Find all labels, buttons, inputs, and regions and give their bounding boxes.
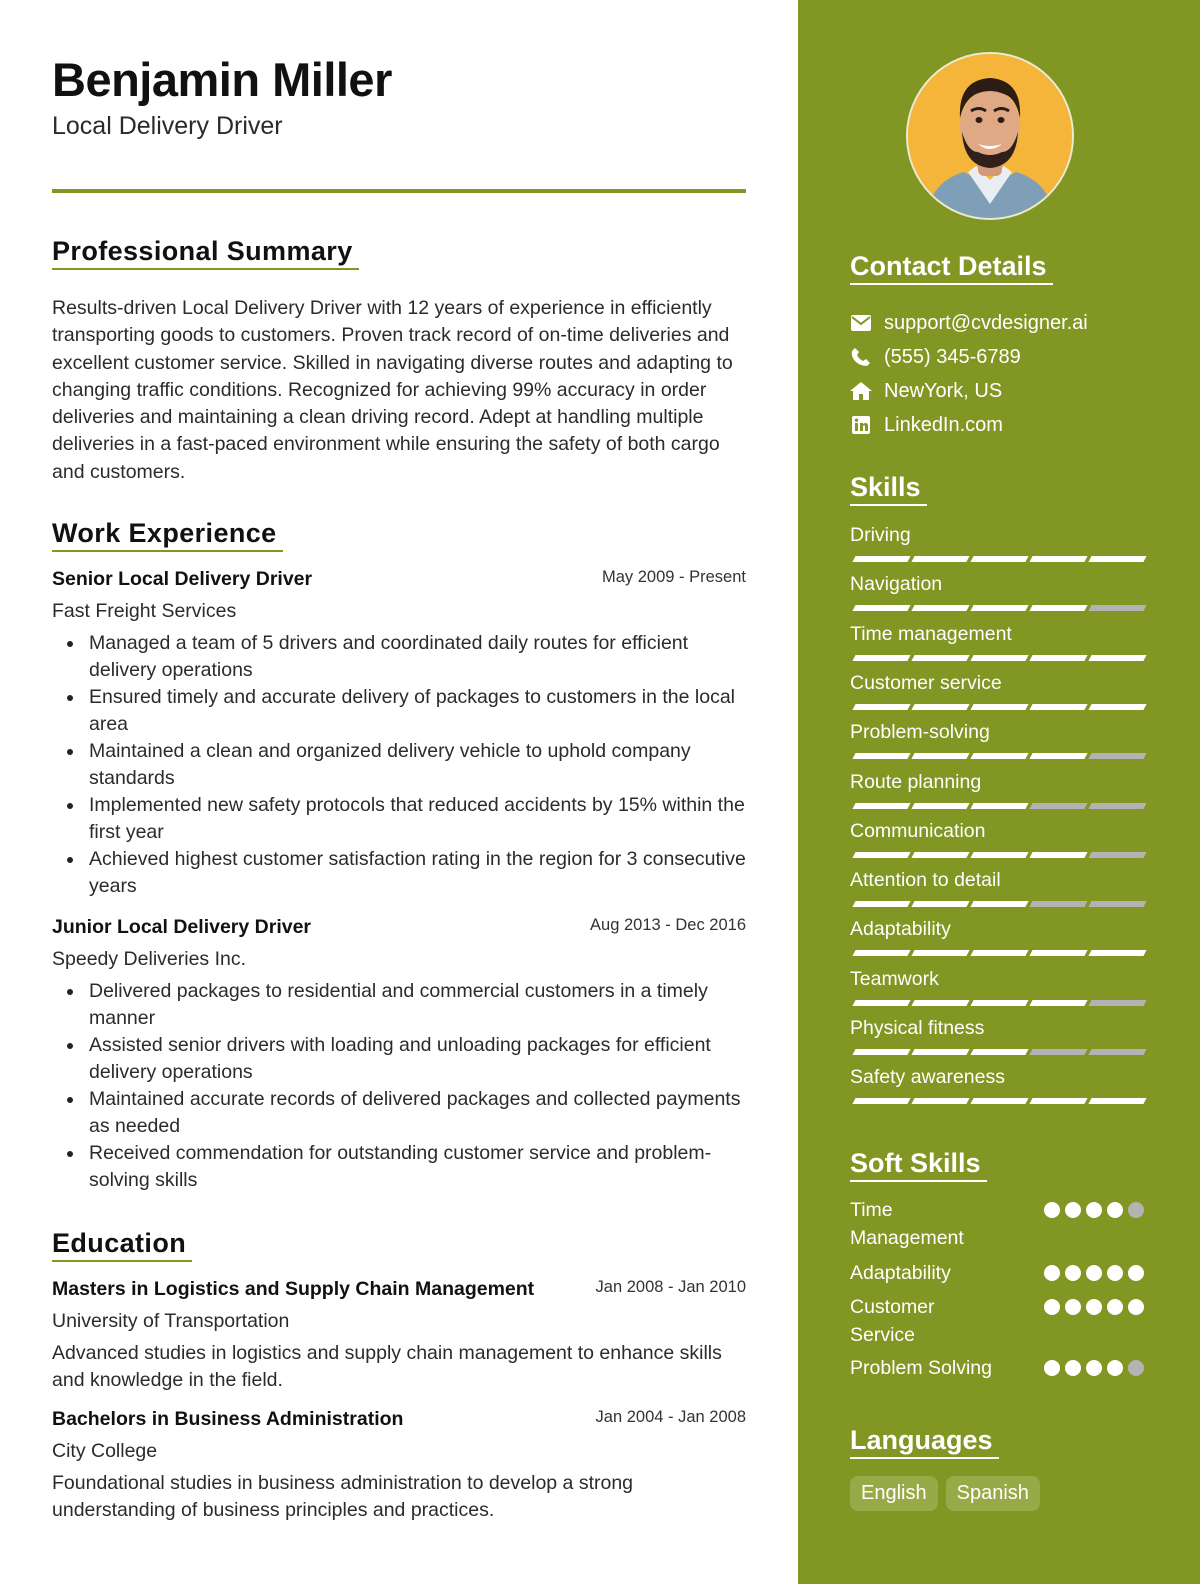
list-item: Achieved highest customer satisfaction rating in the region for 3 consecutive years — [89, 846, 746, 900]
skill-item — [850, 1064, 1144, 1104]
rating-dot-filled — [1086, 1360, 1102, 1376]
job-bullets — [52, 630, 746, 900]
skill-segment-filled — [970, 655, 1028, 661]
skill-segment-filled — [1088, 950, 1146, 956]
envelope-icon — [850, 312, 872, 334]
skill-segment-filled — [1029, 1000, 1087, 1006]
candidate-name: Benjamin Miller — [52, 53, 392, 106]
skills-heading: Skills — [850, 472, 927, 506]
skill-segment-filled — [852, 655, 910, 661]
contact-location — [850, 376, 1002, 406]
skill-level-bar — [850, 704, 1144, 710]
skill-level-bar — [850, 1049, 1144, 1055]
skill-name: Customer service — [850, 672, 1002, 694]
skill-item — [850, 818, 1144, 858]
skill-segment-filled — [911, 605, 969, 611]
education-description: Advanced studies in logistics and supply chain management to enhance skills and knowledge in the field. — [52, 1342, 722, 1391]
skill-segment-filled — [1088, 704, 1146, 710]
avatar — [906, 52, 1074, 220]
skill-segment-filled — [911, 803, 969, 809]
soft-skill-name: Time Management — [850, 1199, 964, 1249]
contact-email-text: support@cvdesigner.ai — [884, 311, 1088, 334]
rating-dot-filled — [1086, 1265, 1102, 1281]
skill-level-bar — [850, 655, 1144, 661]
skill-segment-filled — [970, 852, 1028, 858]
contact-heading: Contact Details — [850, 251, 1053, 285]
list-item: Ensured timely and accurate delivery of packages to customers in the local area — [89, 684, 746, 738]
skill-segment-filled — [1088, 556, 1146, 562]
rating-dot-filled — [1044, 1265, 1060, 1281]
education-entry-1 — [52, 1278, 746, 1394]
soft-skill-rating — [1044, 1202, 1144, 1218]
skill-segment-filled — [911, 753, 969, 759]
skill-segment-filled — [911, 950, 969, 956]
list-item: Delivered packages to residential and commercial customers in a timely manner — [89, 978, 746, 1032]
languages-heading: Languages — [850, 1425, 999, 1459]
summary-heading: Professional Summary — [52, 236, 359, 270]
education-heading: Education — [52, 1228, 192, 1262]
rating-dot-filled — [1128, 1299, 1144, 1315]
education-date: Jan 2008 - Jan 2010 — [595, 1278, 746, 1296]
skill-segment-filled — [1029, 655, 1087, 661]
skill-item — [850, 621, 1144, 661]
skill-name: Adaptability — [850, 918, 951, 940]
skill-segment-filled — [852, 605, 910, 611]
rating-dot-filled — [1086, 1202, 1102, 1218]
list-item: Managed a team of 5 drivers and coordinated daily routes for efficient delivery operations — [89, 630, 746, 684]
skill-level-bar — [850, 803, 1144, 809]
skill-segment-filled — [911, 901, 969, 907]
skill-level-bar — [850, 901, 1144, 907]
skill-segment-filled — [852, 852, 910, 858]
list-item: Implemented new safety protocols that reduced accidents by 15% within the first year — [89, 792, 746, 846]
job-role: Senior Local Delivery Driver — [52, 568, 313, 590]
skill-segment-filled — [1029, 950, 1087, 956]
skill-segment-filled — [1029, 1098, 1087, 1104]
skill-item — [850, 966, 1144, 1006]
skill-segment-filled — [970, 1049, 1028, 1055]
list-item: Maintained accurate records of delivered packages and collected payments as needed — [89, 1086, 746, 1140]
skill-level-bar — [850, 1000, 1144, 1006]
skill-segment-empty — [1088, 852, 1146, 858]
soft-skill-name: Problem Solving — [850, 1357, 992, 1379]
rating-dot-filled — [1065, 1202, 1081, 1218]
rating-dot-filled — [1065, 1265, 1081, 1281]
skill-segment-filled — [970, 901, 1028, 907]
skill-segment-filled — [1088, 1098, 1146, 1104]
skill-name: Driving — [850, 524, 911, 546]
skill-segment-filled — [970, 753, 1028, 759]
skill-segment-empty — [1029, 1049, 1087, 1055]
soft-skill-rating — [1044, 1299, 1144, 1315]
school-name: University of Transportation — [52, 1310, 290, 1332]
summary-text: Results-driven Local Delivery Driver with 12 years of experience in efficiently transporting goods to customers. Proven track record of on-time deliveries and excellent customer service. Skilled in navigating diverse routes and adapting to changing traffic conditions. Recognized for achieving 99% accuracy in order deliveries and maintaining a clean driving record. Adept at handling multiple deliveries in a fast-paced environment while ensuring the safety of both cargo and customers. — [52, 297, 733, 483]
job-entry-1 — [52, 568, 746, 900]
skill-level-bar — [850, 556, 1144, 562]
skill-segment-filled — [852, 753, 910, 759]
soft-skills-heading: Soft Skills — [850, 1148, 987, 1182]
skill-name: Navigation — [850, 573, 943, 595]
contact-phone[interactable] — [850, 342, 1021, 372]
skill-segment-filled — [852, 901, 910, 907]
degree-name: Bachelors in Business Administration — [52, 1408, 404, 1430]
soft-skill-name: Customer Service — [850, 1296, 935, 1346]
job-date: Aug 2013 - Dec 2016 — [590, 916, 746, 934]
skill-item — [850, 867, 1144, 907]
skill-segment-filled — [852, 950, 910, 956]
skill-segment-filled — [970, 605, 1028, 611]
skill-segment-empty — [1029, 803, 1087, 809]
skill-segment-filled — [970, 950, 1028, 956]
contact-email[interactable] — [850, 308, 1088, 338]
skill-segment-filled — [852, 1000, 910, 1006]
skill-segment-filled — [1029, 704, 1087, 710]
skill-segment-filled — [911, 1049, 969, 1055]
school-name: City College — [52, 1440, 158, 1462]
skill-level-bar — [850, 950, 1144, 956]
skill-segment-filled — [852, 803, 910, 809]
experience-heading: Work Experience — [52, 518, 283, 552]
skill-name: Communication — [850, 820, 986, 842]
job-entry-2 — [52, 916, 746, 1194]
soft-skill-item — [850, 1196, 1144, 1252]
skill-item — [850, 769, 1144, 809]
skill-level-bar — [850, 852, 1144, 858]
skill-name: Problem-solving — [850, 721, 990, 743]
rating-dot-filled — [1065, 1299, 1081, 1315]
skill-level-bar — [850, 753, 1144, 759]
skill-segment-empty — [1088, 1000, 1146, 1006]
skill-segment-filled — [911, 852, 969, 858]
contact-linkedin[interactable] — [850, 410, 1003, 440]
skill-segment-filled — [852, 704, 910, 710]
soft-skill-item — [850, 1354, 1144, 1382]
skill-segment-filled — [852, 1049, 910, 1055]
skill-level-bar — [850, 1098, 1144, 1104]
skill-name: Attention to detail — [850, 869, 1001, 891]
education-description: Foundational studies in business administration to develop a strong understanding of business principles and practices. — [52, 1472, 634, 1521]
skill-segment-filled — [852, 1098, 910, 1104]
skill-name: Physical fitness — [850, 1017, 985, 1039]
language-badge: English — [850, 1476, 938, 1511]
rating-dot-filled — [1044, 1299, 1060, 1315]
rating-dot-filled — [1107, 1202, 1123, 1218]
contact-phone-text: (555) 345-6789 — [884, 345, 1021, 368]
soft-skill-rating — [1044, 1360, 1144, 1376]
skill-segment-filled — [852, 556, 910, 562]
skill-segment-empty — [1088, 1049, 1146, 1055]
skill-segment-filled — [1029, 852, 1087, 858]
education-entry-2 — [52, 1408, 746, 1524]
header-divider — [52, 189, 746, 193]
phone-icon — [850, 346, 872, 368]
skill-segment-filled — [1029, 556, 1087, 562]
skill-segment-filled — [970, 1000, 1028, 1006]
skill-segment-empty — [1088, 605, 1146, 611]
rating-dot-filled — [1044, 1360, 1060, 1376]
job-company: Speedy Deliveries Inc. — [52, 948, 247, 970]
skill-segment-filled — [911, 655, 969, 661]
skill-item — [850, 916, 1144, 956]
rating-dot-filled — [1107, 1265, 1123, 1281]
rating-dot-filled — [1107, 1360, 1123, 1376]
avatar-portrait — [908, 54, 1072, 218]
rating-dot-empty — [1128, 1202, 1144, 1218]
candidate-title: Local Delivery Driver — [52, 112, 283, 140]
skill-item — [850, 719, 1144, 759]
degree-name: Masters in Logistics and Supply Chain Management — [52, 1278, 535, 1300]
skill-name: Time management — [850, 623, 1012, 645]
rating-dot-empty — [1128, 1360, 1144, 1376]
soft-skill-name: Adaptability — [850, 1262, 951, 1284]
linkedin-icon — [850, 414, 872, 436]
contact-linkedin-text: LinkedIn.com — [884, 413, 1003, 436]
skill-segment-filled — [911, 1000, 969, 1006]
list-item: Maintained a clean and organized delivery vehicle to uphold company standards — [89, 738, 746, 792]
list-item: Received commendation for outstanding customer service and problem-solving skills — [89, 1140, 746, 1194]
skill-segment-filled — [1088, 655, 1146, 661]
skill-segment-filled — [1029, 605, 1087, 611]
language-badge: Spanish — [946, 1476, 1040, 1511]
skill-segment-empty — [1029, 901, 1087, 907]
soft-skill-item — [850, 1259, 1144, 1287]
skill-segment-empty — [1088, 803, 1146, 809]
skill-segment-filled — [911, 556, 969, 562]
soft-skill-item — [850, 1293, 1144, 1349]
rating-dot-filled — [1086, 1299, 1102, 1315]
skill-segment-filled — [911, 1098, 969, 1104]
skill-name: Teamwork — [850, 968, 939, 990]
skill-segment-empty — [1088, 901, 1146, 907]
rating-dot-filled — [1044, 1202, 1060, 1218]
skill-level-bar — [850, 605, 1144, 611]
skill-item — [850, 1015, 1144, 1055]
skill-item — [850, 522, 1144, 562]
list-item: Assisted senior drivers with loading and unloading packages for efficient delivery operations — [89, 1032, 746, 1086]
skill-segment-filled — [970, 1098, 1028, 1104]
skill-name: Route planning — [850, 771, 982, 793]
job-company: Fast Freight Services — [52, 600, 237, 622]
skill-item — [850, 571, 1144, 611]
skill-segment-filled — [970, 704, 1028, 710]
skill-name: Safety awareness — [850, 1066, 1006, 1088]
skill-item — [850, 670, 1144, 710]
job-date: May 2009 - Present — [602, 568, 746, 586]
rating-dot-filled — [1107, 1299, 1123, 1315]
contact-location-text: NewYork, US — [884, 379, 1003, 402]
job-role: Junior Local Delivery Driver — [52, 916, 312, 938]
skill-segment-filled — [1029, 753, 1087, 759]
rating-dot-filled — [1065, 1360, 1081, 1376]
education-date: Jan 2004 - Jan 2008 — [595, 1408, 746, 1426]
languages-list — [850, 1476, 1040, 1511]
skill-segment-filled — [970, 556, 1028, 562]
skill-segment-empty — [1088, 753, 1146, 759]
rating-dot-filled — [1128, 1265, 1144, 1281]
skill-segment-filled — [911, 704, 969, 710]
soft-skill-rating — [1044, 1265, 1144, 1281]
home-icon — [850, 380, 872, 402]
job-bullets — [52, 978, 746, 1194]
sidebar — [798, 0, 1200, 1584]
skill-segment-filled — [970, 803, 1028, 809]
